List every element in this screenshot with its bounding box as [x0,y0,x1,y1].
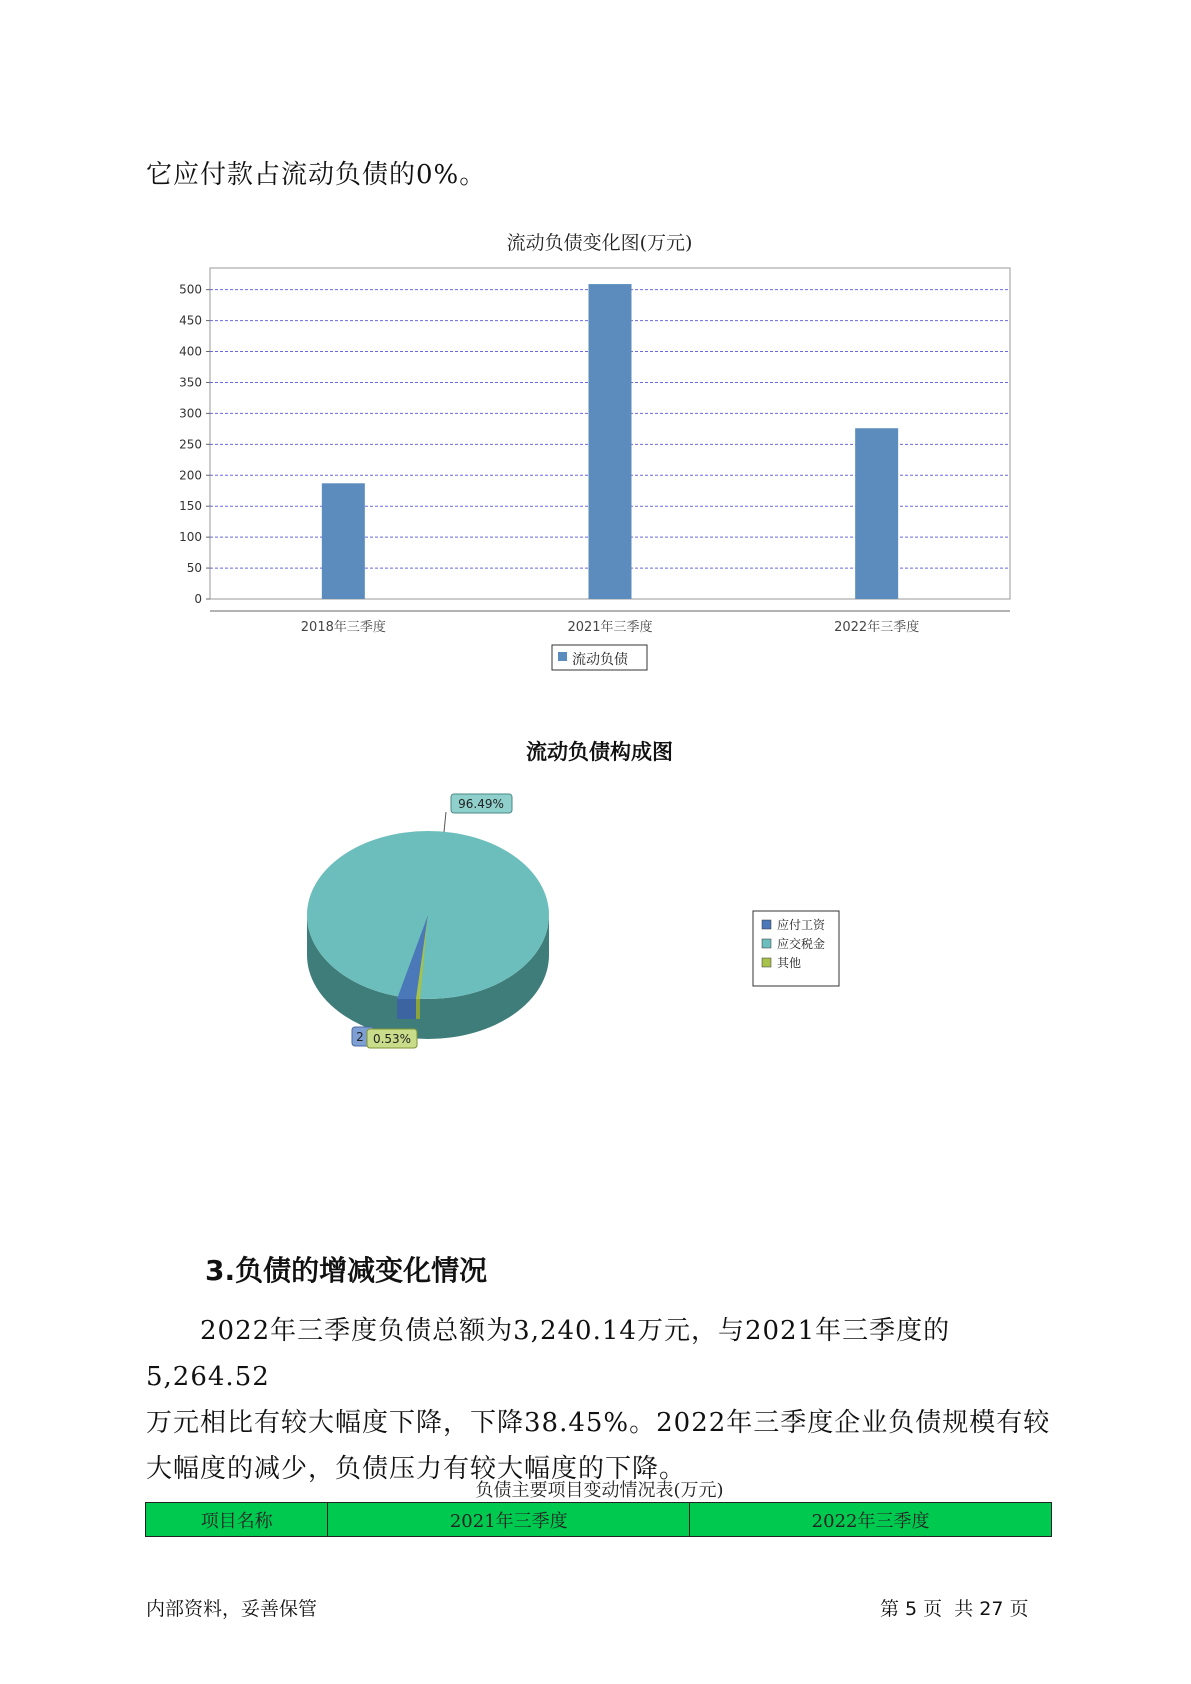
x-tick-label: 2022年三季度 [834,620,920,635]
bar [589,284,632,599]
pie-legend-label: 其他 [777,956,802,970]
x-tick-label: 2018年三季度 [300,620,386,635]
pie-slice-yingfu-side [397,999,416,1019]
bar-chart [0,0,1191,700]
table-header-2021: 2021年三季度 [328,1503,690,1537]
pie-label-053: 0.53% [372,1032,412,1046]
y-tick-label: 0 [194,592,202,606]
pie-label-2: 2 [356,1030,364,1044]
pie-legend-label: 应付工资 [777,918,826,932]
y-tick-label: 400 [179,344,202,359]
section-heading: 3.负债的增减变化情况 [205,1254,488,1287]
table-header-2022: 2022年三季度 [690,1503,1052,1537]
y-tick-label: 200 [179,468,202,483]
bar-legend-swatch [558,652,567,661]
pie-chart [0,770,1191,1070]
bar-legend-label: 流动负债 [572,652,628,668]
liability-table [145,1502,1052,1537]
table-header-item: 项目名称 [146,1503,328,1537]
y-tick-label: 500 [179,282,202,297]
paragraph [146,1308,1056,1492]
pie-legend-label: 应交税金 [777,937,826,951]
footer-page-number: 第 5 页 共 27 页 [880,1598,1029,1620]
table-header-row [146,1503,1052,1537]
paragraph-line-2: 万元相比有较大幅度下降，下降38.45%。2022年三季度企业负债规模有较 [146,1408,1051,1438]
y-tick-label: 250 [179,437,202,452]
y-tick-label: 300 [179,406,202,421]
footer-left: 内部资料，妥善保管 [146,1598,318,1620]
y-tick-label: 100 [179,530,202,545]
bar [322,483,365,599]
pie-label-96: 96.49% [458,797,504,811]
table-caption: 负债主要项目变动情况表(万元) [475,1480,724,1501]
bar-chart-title: 流动负债变化图(万元) [506,232,693,254]
pie-legend-swatch [762,920,771,929]
pie-chart-title: 流动负债构成图 [526,740,673,764]
pie-legend-swatch [762,958,771,967]
pie-slice-other-side [416,999,420,1019]
y-tick-label: 50 [186,561,202,576]
y-tick-label: 350 [179,375,202,390]
pie-legend-swatch [762,939,771,948]
top-text: 它应付款占流动负债的0%。 [146,160,487,190]
y-tick-label: 150 [179,499,202,514]
y-tick-label: 450 [179,313,202,328]
paragraph-line-3: 大幅度的减少，负债压力有较大幅度的下降。 [146,1454,687,1484]
paragraph-line-1: 2022年三季度负债总额为3,240.14万元，与2021年三季度的5,264.52 [146,1316,951,1392]
x-tick-label: 2021年三季度 [567,620,653,635]
bar [855,428,898,599]
